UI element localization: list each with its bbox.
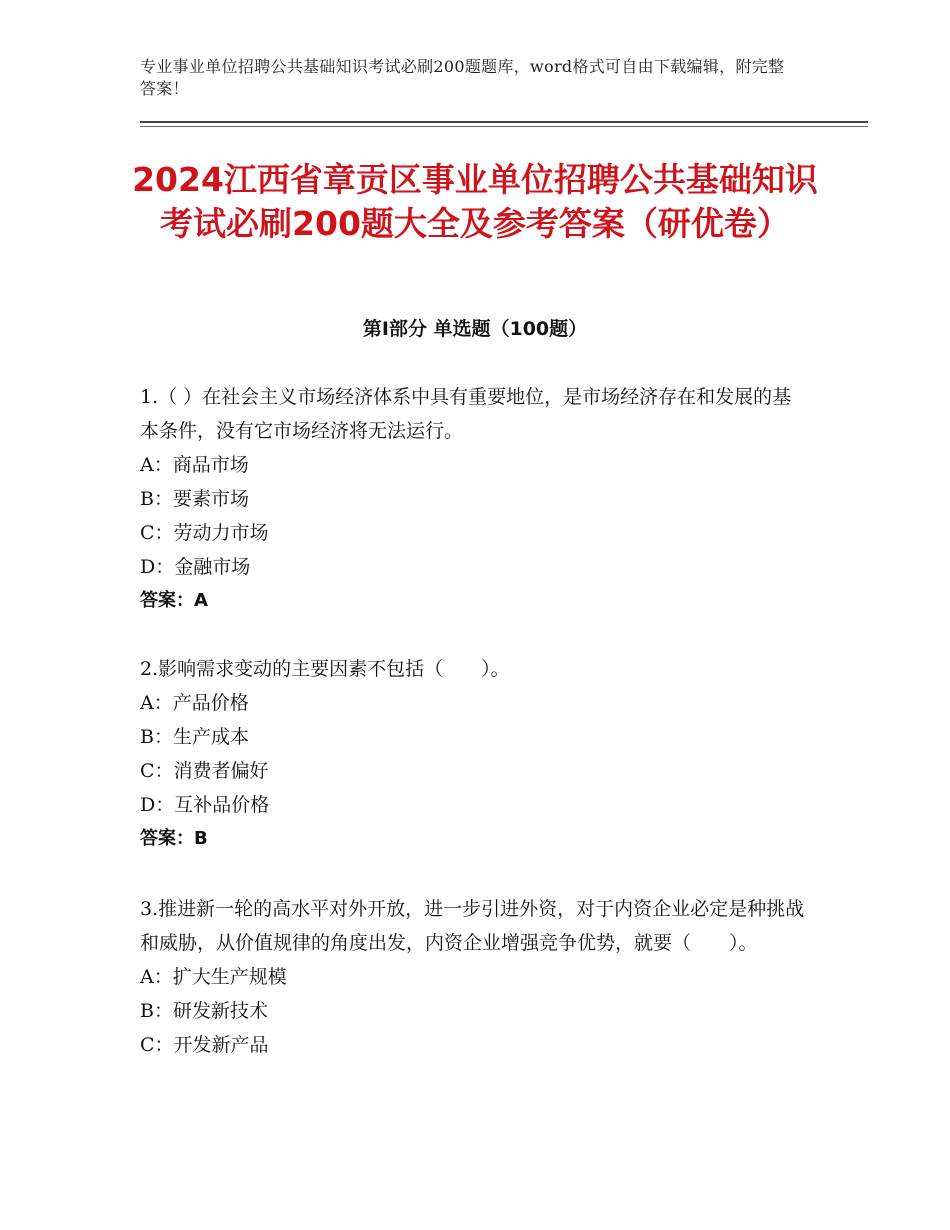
answer-label: 答案：B <box>140 828 208 849</box>
question-stem: 1.（ ）在社会主义市场经济体系中具有重要地位，是市场经济存在和发展的基本条件，没有它市场经济将无法运行。 <box>140 386 792 442</box>
option-b: B：要素市场 <box>140 488 249 510</box>
option-a: A：商品市场 <box>140 454 249 476</box>
question-1 <box>140 380 810 618</box>
document-title: 2024江西省章贡区事业单位招聘公共基础知识考试必刷200题大全及参考答案（研优卷） <box>132 160 818 243</box>
option-c: C：开发新产品 <box>140 1034 269 1056</box>
option-c: C：消费者偏好 <box>140 760 269 782</box>
header-divider-thin <box>140 126 868 127</box>
section-title: 第Ⅰ部分 单选题（100题） <box>362 318 588 340</box>
answer-label: 答案：A <box>140 590 208 611</box>
option-a: A：扩大生产规模 <box>140 966 287 988</box>
question-3 <box>140 892 810 1062</box>
header-divider-thick <box>140 121 868 123</box>
question-2 <box>140 652 810 856</box>
option-c: C：劳动力市场 <box>140 522 269 544</box>
option-d: D：金融市场 <box>140 556 251 578</box>
question-stem: 2.影响需求变动的主要因素不包括（ ）。 <box>140 658 510 680</box>
header-note: 专业事业单位招聘公共基础知识考试必刷200题题库，word格式可自由下载编辑，附完整答案！ <box>140 57 785 98</box>
question-stem: 3.推进新一轮的高水平对外开放，进一步引进外资，对于内资企业必定是种挑战和威胁，从价值规律的角度出发，内资企业增强竞争优势，就要（ ）。 <box>140 898 805 954</box>
option-d: D：互补品价格 <box>140 794 270 816</box>
option-a: A：产品价格 <box>140 692 249 714</box>
option-b: B：生产成本 <box>140 726 249 748</box>
option-b: B：研发新技术 <box>140 1000 268 1022</box>
